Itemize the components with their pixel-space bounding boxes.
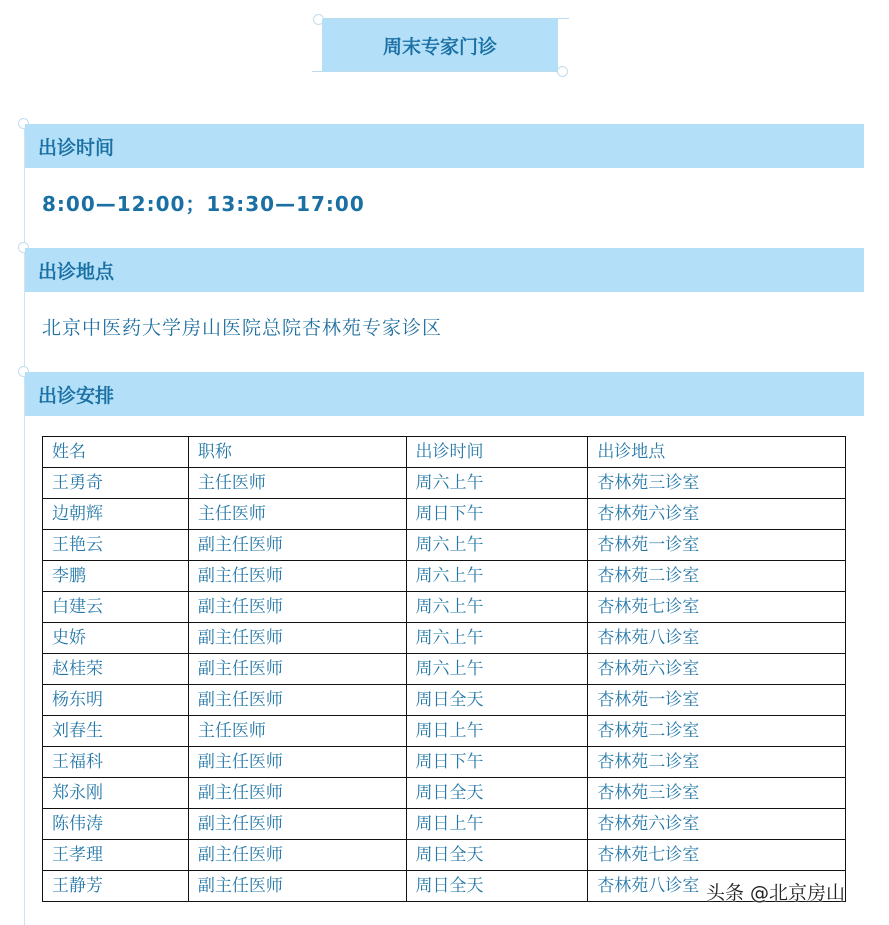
cell-name: 王静芳: [43, 871, 189, 902]
table-row: [43, 623, 846, 654]
cell-title: 副主任医师: [188, 530, 406, 561]
cell-location: 杏林苑二诊室: [588, 716, 846, 747]
cell-name: 刘春生: [43, 716, 189, 747]
cell-title: 副主任医师: [188, 654, 406, 685]
cell-name: 王福科: [43, 747, 189, 778]
cell-time: 周日全天: [406, 685, 588, 716]
table-row: [43, 685, 846, 716]
cell-location: 杏林苑六诊室: [588, 809, 846, 840]
cell-name: 史娇: [43, 623, 189, 654]
cell-title: 副主任医师: [188, 747, 406, 778]
page-title: 周末专家门诊: [322, 19, 558, 71]
cell-title: 副主任医师: [188, 840, 406, 871]
cell-name: 郑永刚: [43, 778, 189, 809]
cell-location: 杏林苑二诊室: [588, 747, 846, 778]
table-row: [43, 499, 846, 530]
cell-name: 陈伟涛: [43, 809, 189, 840]
cell-title: 主任医师: [188, 468, 406, 499]
cell-title: 副主任医师: [188, 778, 406, 809]
header-location: 出诊地点: [588, 437, 846, 468]
watermark: 头条 @北京房山: [706, 882, 846, 904]
cell-time: 周日下午: [406, 499, 588, 530]
cell-time: 周日全天: [406, 778, 588, 809]
cell-name: 边朝辉: [43, 499, 189, 530]
cell-title: 主任医师: [188, 716, 406, 747]
cell-name: 王勇奇: [43, 468, 189, 499]
header-title: 职称: [188, 437, 406, 468]
cell-location: 杏林苑一诊室: [588, 530, 846, 561]
cell-time: 周六上午: [406, 623, 588, 654]
cell-title: 副主任医师: [188, 592, 406, 623]
cell-location: 杏林苑七诊室: [588, 840, 846, 871]
cell-name: 杨东明: [43, 685, 189, 716]
table-row: [43, 840, 846, 871]
cell-location: 杏林苑三诊室: [588, 468, 846, 499]
cell-time: 周日上午: [406, 809, 588, 840]
table-row: [43, 778, 846, 809]
cell-time: 周六上午: [406, 592, 588, 623]
cell-time: 周六上午: [406, 530, 588, 561]
cell-title: 副主任医师: [188, 561, 406, 592]
cell-location: 杏林苑三诊室: [588, 778, 846, 809]
table-row: [43, 530, 846, 561]
decor-circle: [557, 66, 568, 77]
cell-location: 杏林苑六诊室: [588, 654, 846, 685]
table-row: [43, 468, 846, 499]
cell-location: 杏林苑八诊室: [588, 871, 846, 902]
cell-title: 副主任医师: [188, 623, 406, 654]
table-header-row: [43, 437, 846, 468]
header-time: 出诊时间: [406, 437, 588, 468]
cell-title: 副主任医师: [188, 871, 406, 902]
cell-title: 主任医师: [188, 499, 406, 530]
section-heading-place: 出诊地点: [25, 248, 864, 292]
cell-time: 周六上午: [406, 654, 588, 685]
cell-location: 杏林苑八诊室: [588, 623, 846, 654]
table-row: [43, 809, 846, 840]
section-heading-schedule: 出诊安排: [25, 372, 864, 416]
cell-location: 杏林苑七诊室: [588, 592, 846, 623]
cell-time: 周日上午: [406, 716, 588, 747]
cell-location: 杏林苑二诊室: [588, 561, 846, 592]
cell-time: 周日全天: [406, 871, 588, 902]
cell-time: 周日下午: [406, 747, 588, 778]
cell-time: 周日全天: [406, 840, 588, 871]
title-decor-line-bottom: [312, 71, 561, 72]
schedule-table: [42, 436, 846, 902]
cell-name: 白建云: [43, 592, 189, 623]
cell-time: 周六上午: [406, 468, 588, 499]
table-row: [43, 561, 846, 592]
cell-name: 李鹏: [43, 561, 189, 592]
cell-location: 杏林苑六诊室: [588, 499, 846, 530]
table-row: [43, 592, 846, 623]
cell-name: 王孝理: [43, 840, 189, 871]
table-row: [43, 654, 846, 685]
cell-title: 副主任医师: [188, 685, 406, 716]
section-heading-time: 出诊时间: [25, 124, 864, 168]
clinic-hours: 8:00—12:00；13:30—17:00: [42, 192, 365, 216]
cell-name: 王艳云: [43, 530, 189, 561]
cell-name: 赵桂荣: [43, 654, 189, 685]
clinic-location: 北京中医药大学房山医院总院杏林苑专家诊区: [42, 317, 443, 339]
cell-location: 杏林苑一诊室: [588, 685, 846, 716]
table-row: [43, 747, 846, 778]
cell-title: 副主任医师: [188, 809, 406, 840]
table-row: [43, 716, 846, 747]
cell-time: 周六上午: [406, 561, 588, 592]
header-name: 姓名: [43, 437, 189, 468]
